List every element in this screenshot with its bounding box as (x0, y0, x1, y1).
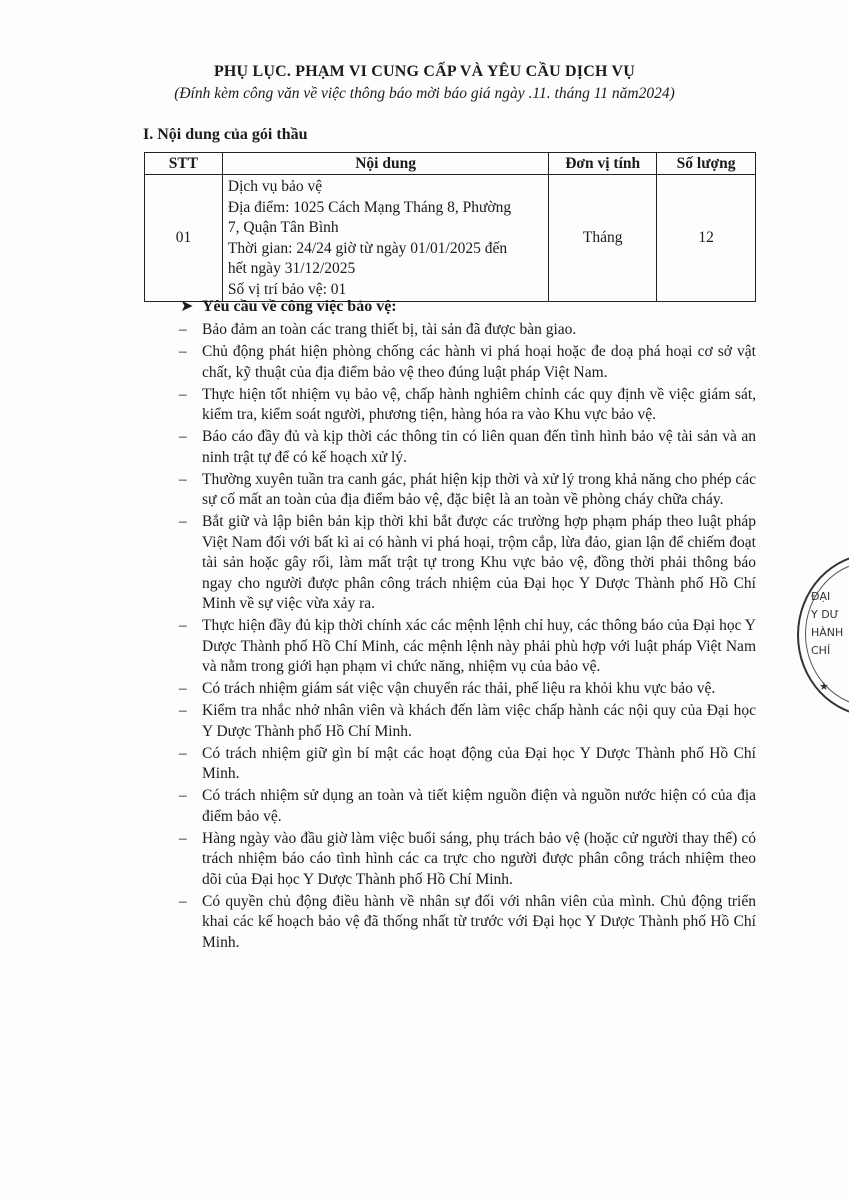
list-item (175, 427, 756, 468)
list-item-text: Bắt giữ và lập biên bản kịp thời khi bắt được các trường hợp phạm pháp theo luật pháp Việt Nam đối với bất kì ai có hành vi phá hoại, trộm cắp, lừa đảo, gian lận để chiếm đoạt tài sản hoặc gây rối, làm mất trật tự trong Khu vực bảo vệ, đồng thời phải thông báo ngay cho người được phân công trách nhiệm của Đại học Y Dược Thành phố Hồ Chí Minh về sự việc vừa xảy ra. (202, 513, 756, 612)
document-title: PHỤ LỤC. PHẠM VI CUNG CẤP VÀ YÊU CẦU DỊCH VỤ (213, 63, 636, 80)
requirements-heading-text: Yêu cầu về công việc bảo vệ: (202, 298, 397, 315)
list-item-text: Thực hiện tốt nhiệm vụ bảo vệ, chấp hành nghiêm chỉnh các quy định về việc giám sát, kiểm tra, kiểm soát người, phương tiện, hàng hóa ra vào Khu vực bảo vệ. (202, 385, 756, 423)
dash-bullet-icon: – (179, 513, 187, 530)
list-item-text: Có trách nhiệm giám sát việc vận chuyển rác thải, phế liệu ra khỏi khu vực bảo vệ. (202, 680, 716, 697)
content-line: 7, Quận Tân Bình (227, 219, 339, 236)
list-item (175, 892, 756, 954)
star-icon: ★ (819, 680, 829, 693)
list-item-text: Hàng ngày vào đầu giờ làm việc buổi sáng, phụ trách bảo vệ (hoặc cử người thay thế) có trách nhiệm báo cáo tình hình các ca trực cho người được phân công trách nhiệm theo dõi của Đại học Y Dược Thành phố Hồ Chí Minh. (202, 829, 756, 888)
list-item (175, 829, 756, 891)
seal-text: ĐẠI (811, 590, 831, 603)
list-item (175, 320, 756, 341)
dash-bullet-icon: – (179, 470, 187, 488)
column-header-content: Nội dung (222, 153, 548, 175)
dash-bullet-icon: – (179, 702, 187, 719)
cell-stt: 01 (145, 175, 223, 302)
seal-text: CHÍ (811, 644, 831, 657)
dash-bullet-icon: – (179, 343, 187, 360)
seal-text: HÀNH (811, 626, 844, 639)
dash-bullet-icon: – (179, 829, 187, 847)
seal-text: Y DƯ (811, 608, 840, 621)
column-header-quantity: Số lượng (657, 153, 756, 175)
content-line: Dịch vụ bảo vệ (227, 178, 323, 195)
dash-bullet-icon: – (179, 787, 187, 804)
list-item (175, 679, 756, 700)
list-item (175, 342, 756, 383)
section-heading: I. Nội dung của gói thầu (143, 126, 308, 143)
list-item-text: Kiểm tra nhắc nhở nhân viên và khách đến làm việc chấp hành các nội quy của Đại học Y Dược Thành phố Hồ Chí Minh. (202, 702, 756, 740)
table-header-row (145, 153, 756, 175)
column-header-unit: Đơn vị tính (549, 153, 657, 175)
dash-bullet-icon: – (179, 321, 187, 338)
list-item-text: Báo cáo đầy đủ và kịp thời các thông tin có liên quan đến tình hình bảo vệ tài sản và an ninh trật tự để có kế hoạch xử lý. (202, 428, 756, 466)
content-line: Thời gian: 24/24 giờ từ ngày 01/01/2025 đến (227, 239, 508, 257)
official-seal-stamp (789, 548, 849, 718)
content-line: Địa điểm: 1025 Cách Mạng Tháng 8, Phường (227, 198, 512, 216)
column-header-stt: STT (145, 153, 223, 175)
list-item-text: Bảo đảm an toàn các trang thiết bị, tài sản đã được bàn giao. (202, 321, 577, 338)
requirements-heading (180, 296, 397, 316)
dash-bullet-icon: – (179, 892, 187, 910)
dash-bullet-icon: – (179, 744, 187, 762)
dash-bullet-icon: – (179, 617, 187, 634)
dash-bullet-icon: – (179, 428, 187, 445)
list-item (175, 470, 756, 511)
list-item (175, 744, 756, 785)
cell-content (222, 175, 548, 302)
bid-package-table (144, 152, 756, 302)
list-item (175, 616, 756, 678)
content-line: Số vị trí bảo vệ: 01 (227, 280, 347, 298)
list-item-text: Chủ động phát hiện phòng chống các hành vi phá hoại hoặc đe doạ phá hoại cơ sở vật chất, kỹ thuật của địa điểm bảo vệ theo đúng luật pháp Việt Nam. (202, 343, 756, 381)
list-item (175, 385, 756, 426)
dash-bullet-icon: – (179, 680, 187, 697)
content-line: hết ngày 31/12/2025 (227, 260, 356, 277)
document-subtitle: (Đính kèm công văn về việc thông báo mời báo giá ngày .11. tháng 11 năm2024) (174, 85, 675, 102)
cell-unit: Tháng (549, 175, 657, 302)
list-item-text: Có trách nhiệm giữ gìn bí mật các hoạt động của Đại học Y Dược Thành phố Hồ Chí Minh. (202, 744, 756, 782)
table-row (145, 175, 756, 302)
list-item-text: Thực hiện đầy đủ kịp thời chính xác các mệnh lệnh chỉ huy, các thông báo của Đại học Y Dược Thành phố Hồ Chí Minh, các mệnh lệnh này phải phù hợp với luật pháp Việt Nam và nằm trong giới hạn phạm vi chức năng, nhiệm vụ của bảo vệ. (202, 617, 756, 675)
list-item (175, 512, 756, 615)
cell-quantity: 12 (657, 175, 756, 302)
list-item-text: Thường xuyên tuần tra canh gác, phát hiện kịp thời và xử lý trong khả năng cho phép các sự cố mất an toàn của địa điểm bảo vệ, đặc biệt là an toàn về phòng cháy chữa cháy. (202, 470, 756, 508)
requirements-list (175, 320, 756, 955)
dash-bullet-icon: – (179, 385, 187, 403)
list-item-text: Có quyền chủ động điều hành về nhân sự đối với nhân viên của mình. Chủ động triển khai các kế hoạch bảo vệ đã thống nhất từ trước với Đại học Y Dược Thành phố Hồ Chí Minh. (202, 892, 756, 951)
list-item (175, 701, 756, 742)
arrow-bullet-icon: ➤ (180, 298, 194, 315)
list-item-text: Có trách nhiệm sử dụng an toàn và tiết kiệm nguồn điện và nguồn nước hiện có của địa điểm bảo vệ. (202, 787, 756, 825)
list-item (175, 786, 756, 827)
